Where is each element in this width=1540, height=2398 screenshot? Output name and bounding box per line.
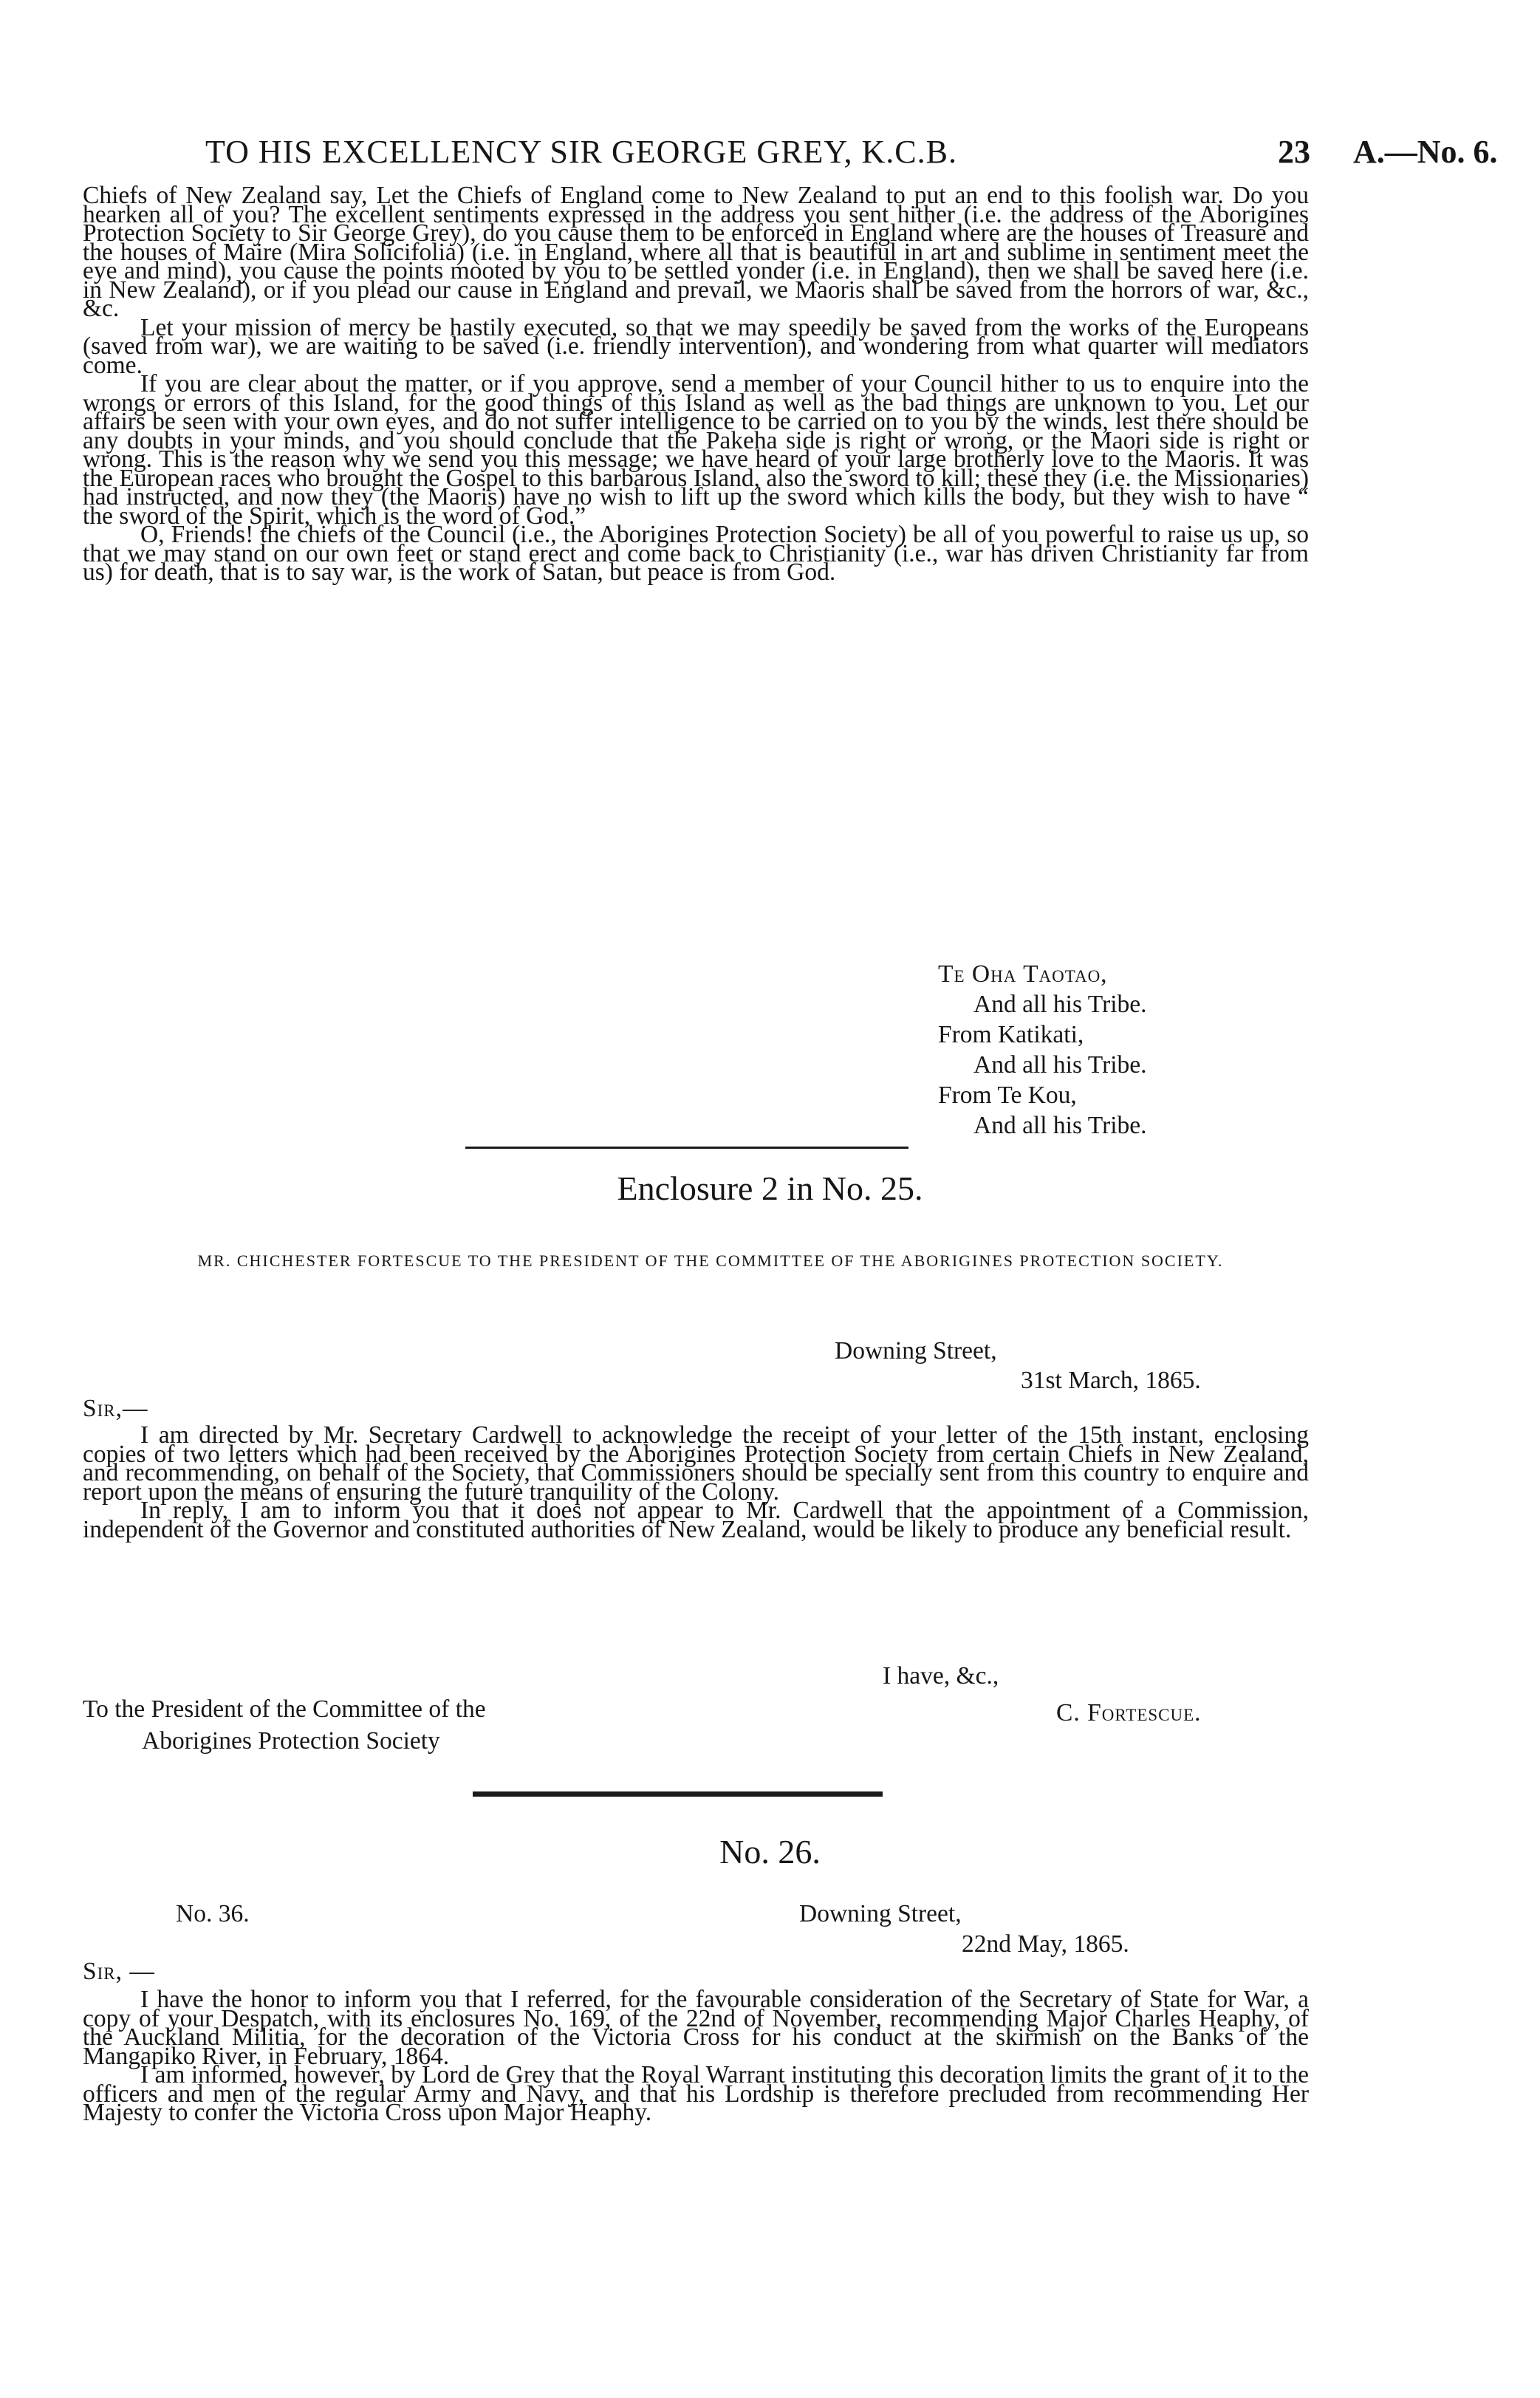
enclosure-signature: C. Fortescue.	[1056, 1699, 1202, 1726]
addressee-line: Aborigines Protection Society	[142, 1727, 440, 1755]
section-divider-heavy	[473, 1791, 883, 1797]
enclosure-place: Downing Street,	[835, 1337, 997, 1364]
despatch-date: 22nd May, 1865.	[962, 1930, 1129, 1958]
despatch-paragraph: I am informed, however, by Lord de Grey that the Royal Warrant instituting this decoration limits the grant of it to the officers and men of the regular Army and Navy, and that his Lordship is therefore precluded from recommending Her Majesty to confer the Victoria Cross upon Major Heaphy.	[83, 2061, 1309, 2126]
letter-signatures	[938, 959, 1147, 1141]
enclosure-title: Enclosure 2 in No. 25.	[617, 1169, 923, 1207]
running-header	[0, 133, 1540, 177]
letter-paragraph: Chiefs of New Zealand say, Let the Chiefs of England come to New Zealand to put an end to this foolish war. Do you hearken all of you? The excellent sentiments expressed in the address you sent hither (i.e. the address of the Aborigines Protection Society to Sir George Grey), do you cause them to be enforced in England where are the houses of Treasure and the houses of Maire (Mira Solicifolia) (i.e. in England, where all that is beautiful in art and sublime in sentiment meet the eye and mind), you cause the points mooted by you to be settled yonder (i.e. in England), then we shall be saved here (i.e. in New Zealand), or if you plead our cause in England and prevail, we Maoris shall be saved from the horrors of war, &c., &c.	[83, 182, 1309, 322]
enclosure-paragraph: I am directed by Mr. Secretary Cardwell to acknowledge the receipt of your letter of the 15th instant, enclosing copies of two letters which had been received by the Aborigines Protection Society from certain Chiefs in New Zealand, and recommending, on behalf of the Society, that Commissioners should be specially sent from this country to enquire and report upon the means of ensuring the future tranquility of the Colony.	[83, 1421, 1309, 1506]
section-number: A.—No. 6.	[1353, 134, 1498, 170]
despatch-body	[83, 1986, 1309, 2126]
signature-chief: From Te Kou,	[938, 1082, 1077, 1109]
signature-chief: From Katikati,	[938, 1021, 1084, 1048]
page-number: 23	[1278, 134, 1310, 170]
signature-tribe: And all his Tribe.	[973, 1112, 1147, 1139]
enclosure-salutation: Sir,—	[83, 1395, 148, 1422]
enclosure-heading: MR. CHICHESTER FORTESCUE TO THE PRESIDENT OF THE COMMITTEE OF THE ABORIGINES PROTECTION SOCIETY.	[197, 1251, 1224, 1270]
enclosure-closing: I have, &c.,	[883, 1662, 999, 1690]
despatch-salutation: Sir, —	[83, 1958, 155, 1985]
despatch-reference: No. 36.	[176, 1900, 250, 1927]
enclosure-date: 31st March, 1865.	[1021, 1367, 1201, 1394]
addressee-line: To the President of the Committee of the	[83, 1695, 486, 1723]
letter-body	[83, 182, 1309, 586]
enclosure-paragraph: In reply, I am to inform you that it does not appear to Mr. Cardwell that the appointment of a Commission, independent of the Governor and constituted authorities of New Zealand, would be likely to produce any beneficial result.	[83, 1497, 1309, 1543]
signature-tribe: And all his Tribe.	[973, 1051, 1147, 1079]
enclosure-body	[83, 1421, 1309, 1543]
signature-tribe: And all his Tribe.	[973, 991, 1147, 1018]
signature-chief: Te Oha Taotao,	[938, 960, 1108, 988]
despatch-paragraph: I have the honor to inform you that I referred, for the favourable consideration of the Secretary of State for War, a copy of your Despatch, with its enclosures No. 169, of the 22nd of November, recommending Major Charles Heaphy, of the Auckland Militia, for the decoration of the Victoria Cross for his conduct at the skirmish on the Banks of the Mangapiko River, in February, 1864.	[83, 1986, 1309, 2070]
section-divider	[465, 1147, 908, 1149]
header-title: TO HIS EXCELLENCY SIR GEORGE GREY, K.C.B.	[205, 134, 958, 170]
letter-paragraph: O, Friends! the chiefs of the Council (i.e., the Aborigines Protection Society) be all of you powerful to raise us up, so that we may stand on our own feet or stand erect and come back to Christianity (i.e., war has driven Christianity far from us) for death, that is to say war, is the work of Satan, but peace is from God.	[83, 521, 1309, 586]
despatch-title: No. 26.	[719, 1833, 821, 1871]
letter-paragraph: If you are clear about the matter, or if you approve, send a member of your Council hither to us to enquire into the wrongs or errors of this Island, for the good things of this Island as well as the bad things are unknown to you. Let our affairs be seen with your own eyes, and do not suffer intelligence to be carried on to you by the winds, lest there should be any doubts in your minds, and you should conclude that the Pakeha side is right or wrong, or the Maori side is right or wrong. This is the reason why we send you this message; we have heard of your large brotherly love to the Maoris. It was the European races who brought the Gospel to this barbarous Island, also the sword to kill; these they (i.e. the Missionaries) had instructed, and now they (the Maoris) have no wish to lift up the sword which kills the body, but they wish to have “ the sword of the Spirit, which is the word of God.”	[83, 370, 1309, 530]
despatch-place: Downing Street,	[799, 1900, 962, 1927]
letter-paragraph: Let your mission of mercy be hastily executed, so that we may speedily be saved from the works of the Europeans (saved from war), we are waiting to be saved (i.e. friendly intervention), and wondering from what quarter will mediators come.	[83, 313, 1309, 379]
